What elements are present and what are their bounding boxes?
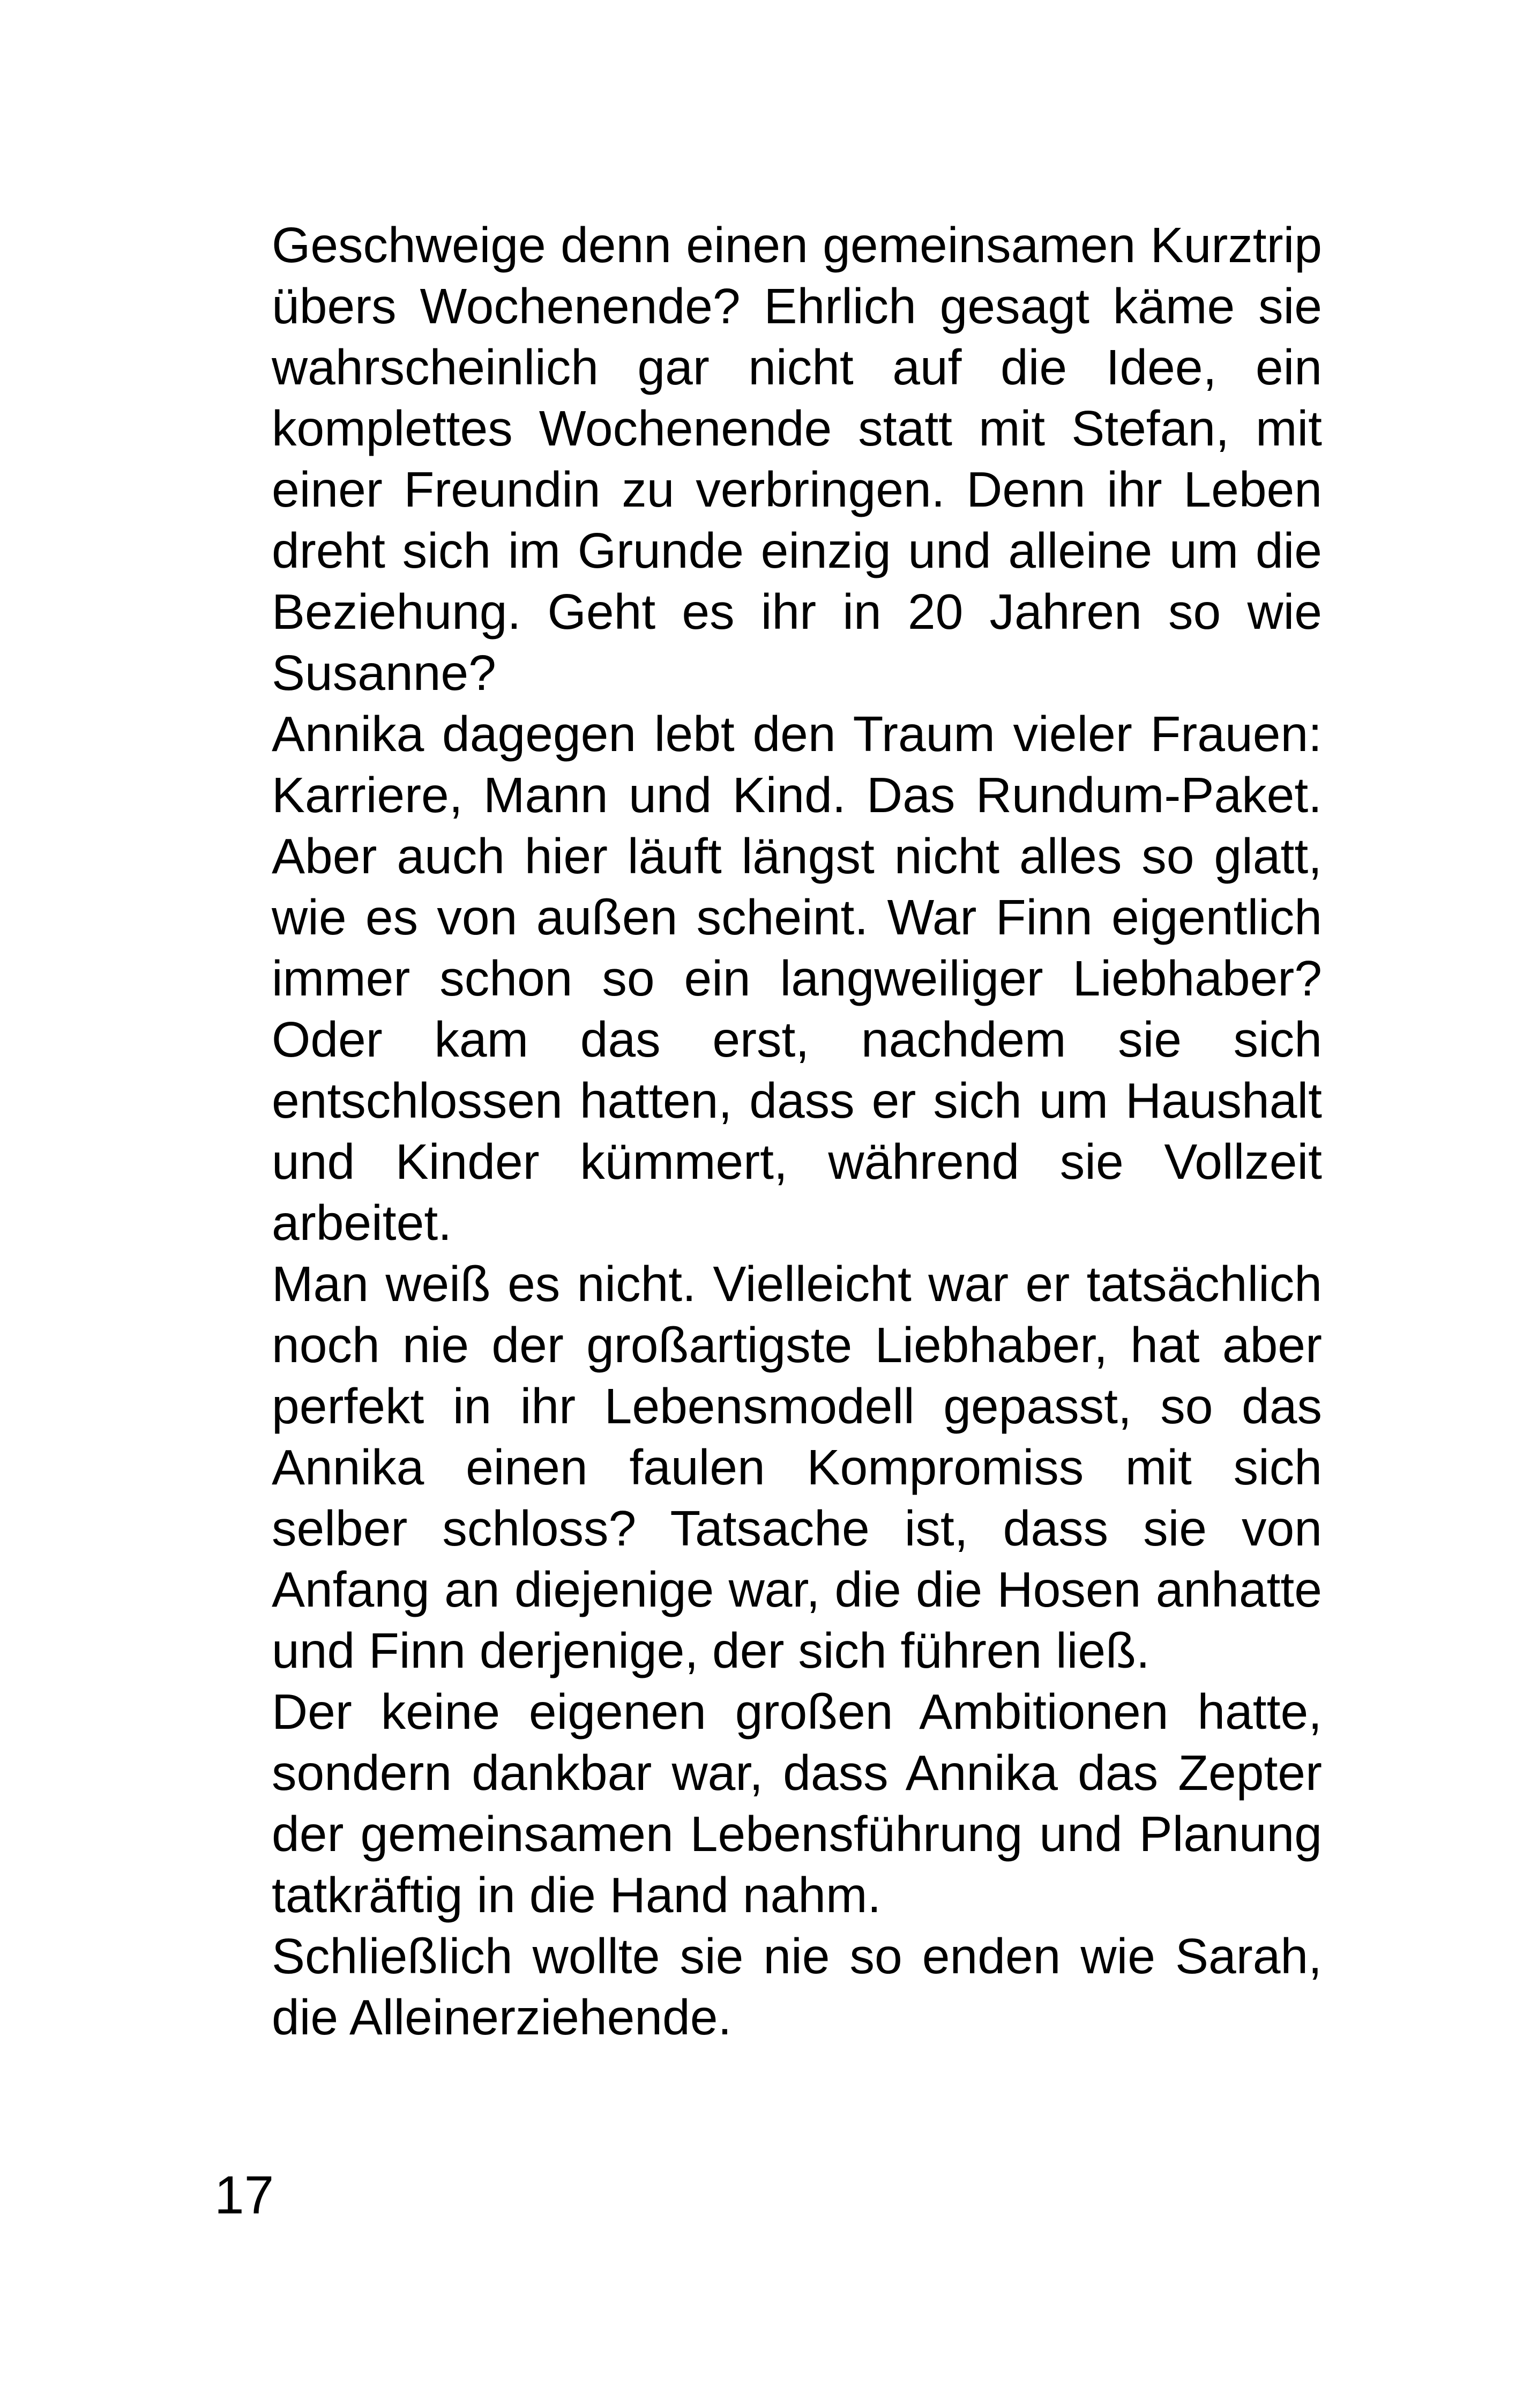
page-number: 17 — [214, 2165, 274, 2225]
paragraph-4: Der keine eigenen großen Ambitionen hatte, sondern dankbar war, dass Annika das Zepter der gemeinsamen Lebensführung und Planung tatkräftig in die Hand nahm. — [272, 1684, 1322, 1923]
paragraph-3: Man weiß es nicht. Vielleicht war er tatsächlich noch nie der großartigste Liebhaber, hat aber perfekt in ihr Lebensmodell gepasst, so das Annika einen faulen Kompromiss mit sich selber schloss? Tatsache ist, dass sie von Anfang an diejenige war, die die Hosen anhatte und Finn derjenige, der sich führen ließ. — [272, 1256, 1322, 1678]
paragraph-2: Annika dagegen lebt den Traum vieler Frauen: Karriere, Mann und Kind. Das Rundum-Paket. Aber auch hier läuft längst nicht alles so glatt, wie es von außen scheint. War Finn eigentlich immer schon so ein langweiliger Liebhaber? Oder kam das erst, nachdem sie sich entschlossen hatten, dass er sich um Haushalt und Kinder kümmert, während sie Vollzeit arbeitet. — [272, 706, 1322, 1251]
body-text — [272, 214, 1322, 2048]
paragraph-5: Schließlich wollte sie nie so enden wie Sarah, die Alleinerziehende. — [272, 1928, 1322, 2045]
paragraph-1: Geschweige denn einen gemeinsamen Kurztrip übers Wochenende? Ehrlich gesagt käme sie wahrscheinlich gar nicht auf die Idee, ein komplettes Wochenende statt mit Stefan, mit einer Freundin zu verbringen. Denn ihr Leben dreht sich im Grunde einzig und alleine um die Beziehung. Geht es ihr in 20 Jahren so wie Susanne? — [272, 217, 1322, 701]
